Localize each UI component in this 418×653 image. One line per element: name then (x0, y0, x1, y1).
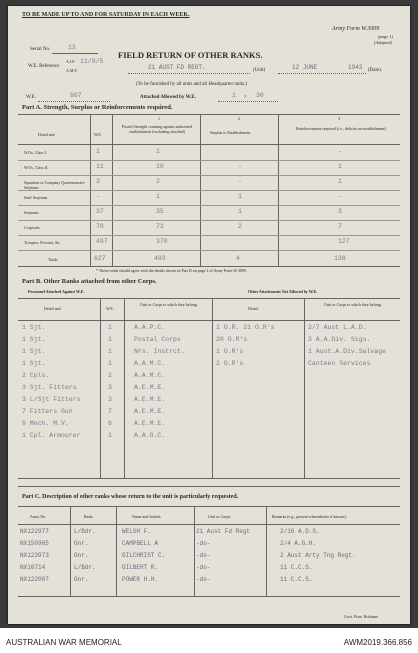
part-c-row-remarks: 2/16 A.D.S. (280, 528, 320, 535)
total-posted: 493 (154, 255, 166, 262)
part-b-row-unit: A.A.P.C. (134, 324, 166, 331)
totals-label: Totals (48, 257, 58, 262)
part-c-row-remarks: 11 C.C.S. (280, 564, 313, 571)
part-b-row-we: 3 (108, 396, 112, 403)
b-col-we: W.E. (106, 306, 114, 311)
part-b-row-unit: Postal Corps (134, 336, 181, 343)
part-b-row-unit: A.E.M.E. (134, 384, 166, 391)
part-a-row-surplus: 2 (238, 223, 242, 230)
part-c-row-army-no: NX122977 (20, 528, 49, 535)
part-a-row-reinforcements: 1 (338, 163, 342, 170)
part-a-row-label: W.Os. Class II. (24, 165, 49, 170)
part-b-row-unit: A.E.M.E. (134, 396, 166, 403)
part-b-row-detail: 1 Sjt. (22, 324, 46, 331)
part-a-row-label: Serjeants (24, 210, 39, 215)
army-form-label: Army Form W.3009 (332, 26, 380, 32)
part-a-row-posted: 35 (156, 208, 164, 215)
part-c-row-name: POWER H.H. (122, 576, 159, 583)
part-c-row-army-no: NX150965 (20, 540, 49, 547)
part-a-row-label: Troopers, Privates, &c. (24, 240, 62, 245)
part-c-row-unit: -do- (196, 552, 211, 559)
year-value: 1943 (348, 64, 363, 71)
part-b-row-detail: 1 Cpl. Armourer (22, 432, 81, 439)
part-b-row-detail: 3 L/Sjt Fitters (22, 396, 81, 403)
part-b-row-we: 7 (108, 408, 112, 415)
part-b-row-unit: A.A.M.C. (134, 372, 166, 379)
part-b-row-detail: 3 Sjt. Fitters (22, 384, 77, 391)
part-a-row-surplus: 1 (238, 208, 242, 215)
part-b-row-unit: A.E.M.E. (134, 420, 166, 427)
form-title: FIELD RETURN OF OTHER RANKS. (118, 50, 263, 60)
printer-note: Govt. Print. Brisbane (344, 614, 378, 619)
date-label: (Date). (368, 68, 383, 73)
part-a-row-posted: 1 (156, 193, 160, 200)
c-col-army-no: Army No. (30, 514, 47, 519)
part-c-row-unit: -do- (196, 576, 211, 583)
b-col-unit2: Unit or Corps to which they belong. (324, 302, 382, 307)
part-a-row-posted: 370 (156, 238, 168, 245)
part-b-row-we: 1 (108, 336, 112, 343)
part-b-title: Part B. Other Ranks attached from other Corps. (22, 278, 157, 285)
part-b-row-unit2: 1 Aust.A.Div.Salvage (308, 348, 387, 355)
archive-footer (0, 628, 418, 653)
part-c-row-army-no: NX123973 (20, 552, 49, 559)
c-col-unit: Unit or Corps. (208, 514, 231, 519)
serial-value: 13 (68, 44, 76, 51)
total-surplus: 4 (236, 255, 240, 262)
part-a-row-we: 1 (96, 148, 100, 155)
part-a-row-surplus: 1 (238, 193, 242, 200)
col-num-3: 3 (338, 116, 340, 121)
c-col-name: Name and Initials. (132, 514, 162, 519)
part-a-row-we: 11 (96, 163, 104, 170)
attached-value-a: 1 (232, 92, 236, 99)
part-b-row-unit: Nrs. Instrct. (134, 348, 185, 355)
part-b-left-heading: Personnel Attached Against W.E. (28, 289, 85, 294)
part-b-row-detail: 7 Fitters Gun (22, 408, 73, 415)
part-a-row-posted: 2 (156, 178, 160, 185)
part-a-row-surplus: - (238, 178, 242, 185)
b-col-unit: Unit or Corps to which they belong. (140, 302, 198, 307)
we-value: 607 (70, 92, 82, 99)
part-c-row-army-no: NX122007 (20, 576, 49, 583)
part-a-row-we: 37 (96, 208, 104, 215)
part-a-row-reinforcements: - (338, 193, 342, 200)
part-a-row-we: 497 (96, 238, 108, 245)
part-b-row-unit2: Canteen Services (308, 360, 371, 367)
part-b-row-detail: 6 Mech. M.V. (22, 420, 69, 427)
part-b-right-heading: Other Attachments Not Allowed by W.E. (248, 289, 318, 294)
part-c-row-rank: L/Bdr. (74, 528, 96, 535)
part-b-row-unit2: 3 A.A.Div. Sigs. (308, 336, 371, 343)
part-b-row-we: 1 (108, 348, 112, 355)
part-a-row-posted: 73 (156, 223, 164, 230)
part-c-row-remarks: 2/4 A.G.H. (280, 540, 317, 547)
part-a-row-label: Squadron or Company Quartermaster-Serjeants (24, 180, 86, 190)
footer-institution: AUSTRALIAN WAR MEMORIAL (6, 638, 122, 647)
b-col-detail: Detail and (44, 306, 61, 311)
part-b-row-unit: A.E.M.E. (134, 408, 166, 415)
part-b-row-we: 6 (108, 420, 112, 427)
part-a-row-we: 3 (96, 178, 100, 185)
page-label: (page 1) (378, 34, 394, 39)
total-we: 627 (94, 255, 106, 262)
part-b-row-detail: 1 Sjt. (22, 336, 46, 343)
part-b-row-we: 2 (108, 372, 112, 379)
part-c-row-unit: 21 Aust Fd Regt (196, 528, 251, 535)
part-b-row-detail2: 1 O.R's (216, 348, 244, 355)
col-posted: Posted Strength counting against authorised establishment (excluding attached) (121, 124, 193, 134)
furnished-note: (To be furnished by all units and all Headquarter units.) (136, 82, 248, 87)
part-c-row-rank: L/Bdr. (74, 564, 96, 571)
form-page: TO BE MADE UP TO AND FOR SATURDAY IN EACH WEEK. Army Form W.3009 (page 1) (Adapted) Serial No. 13 FIELD RETURN OF OTHER RANKS. W.E. Reference A.I.F. A.M.F. 11/8/5 21 AUST FD REGT. (Unit) 12 JUNE 1943 (Date). (To be furnished by all units and all Headquarter units.) W.E. 607 Attached Allowed by W.E. 1 × 30 Part A. Strength, Surplus or Reinforcements required. 1 2 3 Detail and W.E. Posted Strength counting against authorised establishment (excluding attached) Surplus to Establishment. Reinforcements required (i.e., deficits on establishment) W.Os. Class I. 1 1 - W.Os. Class II. 11 10 - 1 Squadron or Company Quartermaster-Serjeants 3 2 - 1 Staff Serjeants - 1 1 - Serjeants 37 35 1 3 Corporals 78 73 2 7 Troopers, Privates, &c. 497 370 127 Totals 627 493 4 138 * These totals should agree with the details shown in Part D on page 2 of Army Form W.3009. Part B. Other Ranks attached from other Corps. Personnel Attached Against W.E. Other Attachments Not Allowed by W.E. Detail and W.E. Unit or Corps to which they belong. Detail. Unit or Corps to which they belong. 1 Sjt. 1 A.A.P.C. 1 O.R. 21 O.R's 2/7 Aust L.A.D. 1 Sjt. 1 Postal Corps 20 O.R's 3 A.A.Div. Sigs. 1 Sjt. 1 Nrs. Instrct. 1 O.R's 1 Aust.A.Div.Salvage 1 Sjt. 1 A.A.M.C. 2 O.R's Canteen Services 2 Cpls. 2 A.A.M.C. 3 Sjt. Fitters 3 A.E.M.E. 3 L/Sjt Fitters 3 A.E.M.E. 7 Fitters Gun 7 A.E.M.E. 6 Mech. M.V. 6 A.E.M.E. 1 Cpl. Armourer 1 A.A.O.C. Part C. Description of other ranks whose return to the unit is particularly requested. Army No. Rank. Name and Initials. Unit or Corps. Remarks (e.g., present whereabouts if known). NX122977 L/Bdr. WELSH F. 21 Aust Fd Regt 2/16 A.D.S. NX150965 Gnr. CAMPBELL A -do- 2/4 A.G.H. NX123973 Gnr. GILCHRIST C. -do- 2 Aust Arty Tng Regt. NX16714 L/Bdr. GILBERT R. -do- 11 C.C.S. NX122007 Gnr. POWER H.H. -do- 11 C.C.S. Govt. Print. Brisbane (8, 6, 410, 624)
c-col-remarks: Remarks (e.g., present whereabouts if known). (272, 514, 347, 519)
part-a-row-label: Corporals (24, 225, 40, 230)
part-b-row-unit: A.A.O.C. (134, 432, 166, 439)
part-c-row-name: GILBERT R. (122, 564, 159, 571)
part-b-row-detail2: 2 O.R's (216, 360, 244, 367)
unit-label: (Unit) (253, 68, 266, 73)
part-c-row-rank: Gnr. (74, 540, 89, 547)
col-num-1: 1 (158, 116, 160, 121)
part-b-row-detail: 2 Cpls. (22, 372, 50, 379)
c-col-rank: Rank. (84, 514, 94, 519)
col-reinforcements: Reinforcements required (i.e., deficits on establishment) (296, 126, 386, 131)
part-b-row-we: 1 (108, 360, 112, 367)
part-a-row-posted: 10 (156, 163, 164, 170)
unit-value: 21 AUST FD REGT. (148, 64, 206, 71)
total-reinforcements: 138 (334, 255, 346, 262)
col-detail: Detail and (38, 132, 55, 137)
part-a-title: Part A. Strength, Surplus or Reinforcements required. (22, 104, 173, 111)
serial-label: Serial No. (30, 47, 51, 52)
part-c-title: Part C. Description of other ranks whose return to the unit is particularly requested. (22, 494, 239, 500)
part-a-row-reinforcements: 3 (338, 208, 342, 215)
part-b-row-we: 1 (108, 324, 112, 331)
col-num-2: 2 (238, 116, 240, 121)
part-c-row-name: GILCHRIST C. (122, 552, 166, 559)
part-b-row-detail2: 20 O.R's (216, 336, 248, 343)
attached-value-b: 30 (256, 92, 264, 99)
col-we: W.E. (94, 132, 102, 137)
part-b-row-unit2: 2/7 Aust L.A.D. (308, 324, 367, 331)
we-label: W.E. (26, 95, 36, 100)
part-a-row-we: - (96, 193, 100, 200)
part-a-row-surplus: - (238, 163, 242, 170)
amf-label: A.M.F. (66, 68, 78, 73)
part-b-row-detail2: 1 O.R. 21 O.R's (216, 324, 275, 331)
part-a-row-label: W.Os. Class I. (24, 150, 47, 155)
part-b-row-detail: 1 Sjt. (22, 360, 46, 367)
part-a-row-reinforcements: - (338, 148, 342, 155)
top-note: TO BE MADE UP TO AND FOR SATURDAY IN EACH WEEK. (22, 12, 190, 18)
part-b-row-detail: 1 Sjt. (22, 348, 46, 355)
part-c-row-army-no: NX16714 (20, 564, 46, 571)
part-a-row-reinforcements: 7 (338, 223, 342, 230)
part-c-row-rank: Gnr. (74, 552, 89, 559)
part-b-row-we: 3 (108, 384, 112, 391)
part-a-row-label: Staff Serjeants (24, 195, 48, 200)
date-value: 12 JUNE (292, 64, 318, 71)
part-c-row-name: WELSH F. (122, 528, 151, 535)
attached-label: Attached Allowed by W.E. (140, 95, 196, 100)
part-b-row-unit: A.A.M.C. (134, 360, 166, 367)
adapted-label: (Adapted) (374, 40, 392, 45)
aif-label: A.I.F. (66, 59, 76, 64)
part-c-row-name: CAMPBELL A (122, 540, 159, 547)
part-a-footnote: * These totals should agree with the details shown in Part D on page 2 of Army Form W.3009. (96, 268, 247, 273)
part-a-row-reinforcements: 127 (338, 238, 350, 245)
b-col-detail2: Detail. (248, 306, 259, 311)
part-c-row-unit: -do- (196, 540, 211, 547)
we-reference-label: W.E. Reference (28, 64, 60, 69)
part-a-row-posted: 1 (156, 148, 160, 155)
part-c-row-remarks: 11 C.C.S. (280, 576, 313, 583)
col-surplus: Surplus to Establishment. (210, 130, 251, 135)
we-reference-value: 11/8/5 (80, 58, 104, 65)
part-a-row-reinforcements: 1 (338, 178, 342, 185)
footer-accession: AWM2019.366.856 (343, 638, 412, 647)
part-c-row-unit: -do- (196, 564, 211, 571)
part-a-row-we: 78 (96, 223, 104, 230)
part-b-row-we: 1 (108, 432, 112, 439)
part-c-row-remarks: 2 Aust Arty Tng Regt. (280, 552, 356, 559)
part-c-row-rank: Gnr. (74, 576, 89, 583)
